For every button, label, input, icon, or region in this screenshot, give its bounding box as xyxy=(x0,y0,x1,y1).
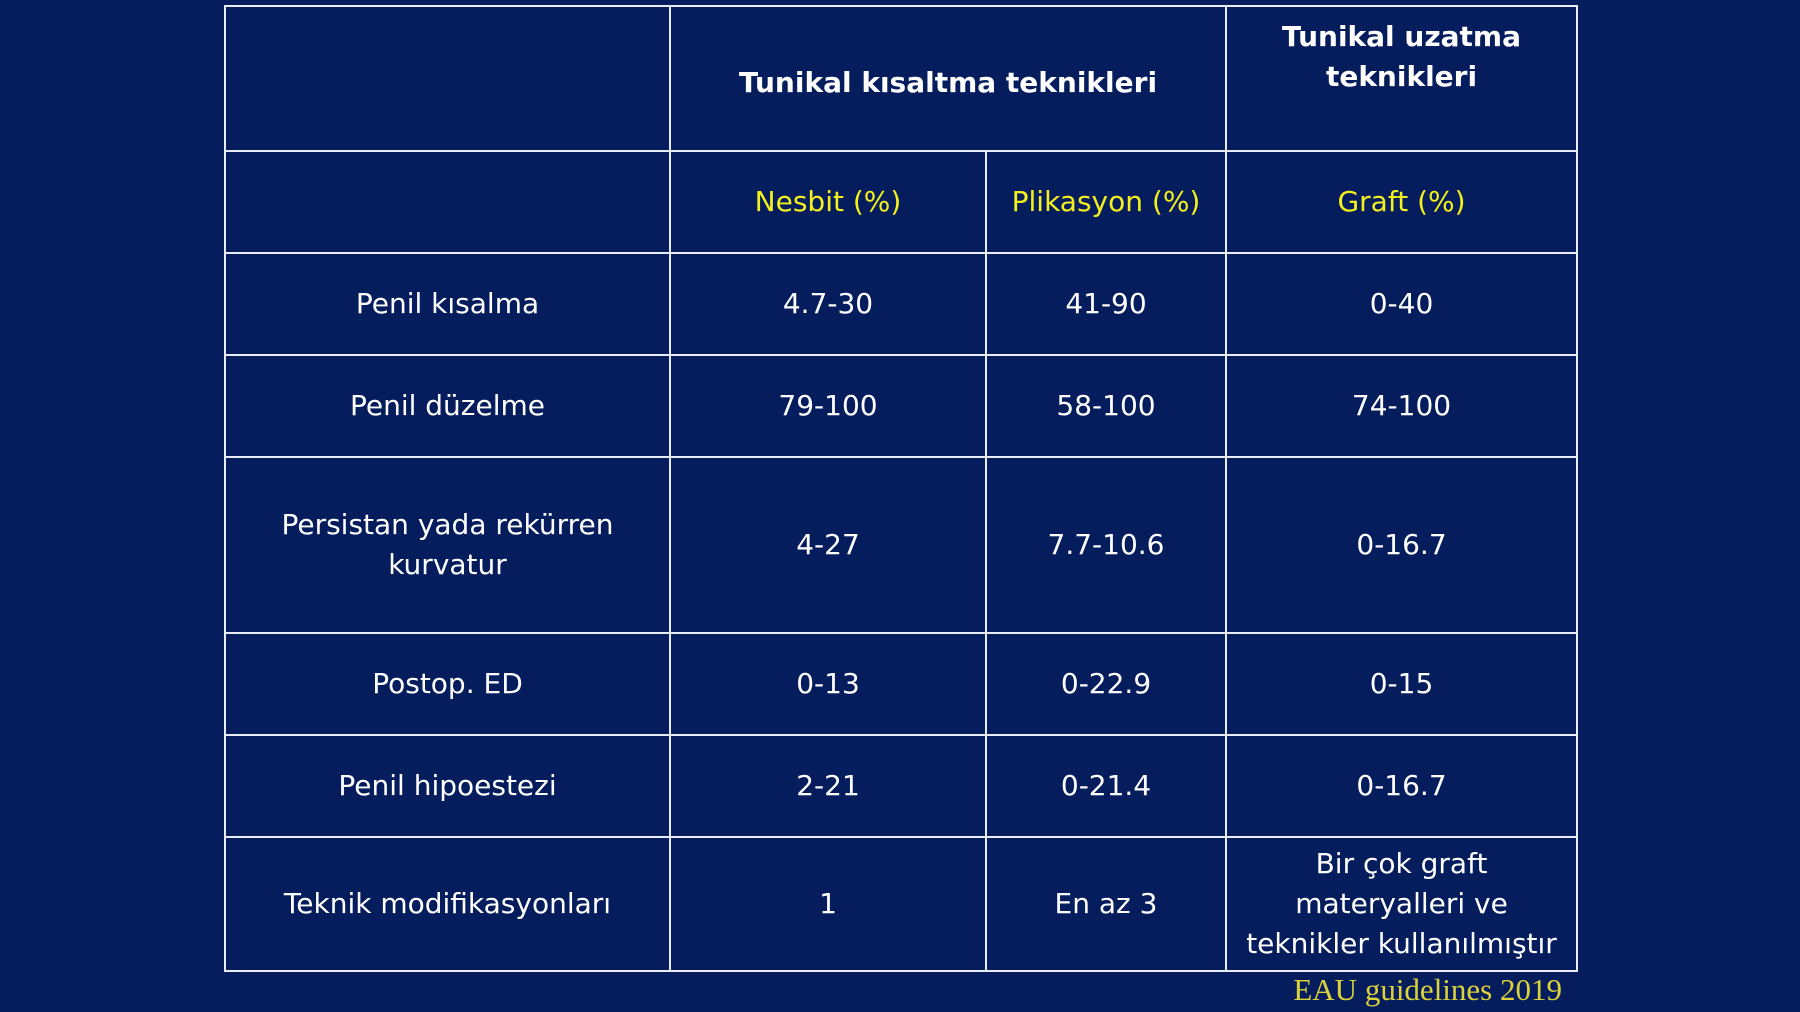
cell-plikasyon: 7.7-10.6 xyxy=(986,457,1226,633)
cell-graft: 0-40 xyxy=(1226,253,1577,355)
empty-corner-cell xyxy=(225,6,670,151)
column-header-row xyxy=(225,151,1577,253)
table-row xyxy=(225,355,1577,457)
cell-graft: Bir çok graft materyalleri ve teknikler kullanılmıştır xyxy=(1226,837,1577,971)
header-tunical-shortening: Tunikal kısaltma teknikleri xyxy=(670,6,1226,151)
cell-graft: 0-15 xyxy=(1226,633,1577,735)
cell-graft: 0-16.7 xyxy=(1226,735,1577,837)
row-label: Postop. ED xyxy=(225,633,670,735)
column-header-plikasyon: Plikasyon (%) xyxy=(986,151,1226,253)
group-header-row xyxy=(225,6,1577,151)
table-row xyxy=(225,253,1577,355)
cell-nesbit: 4.7-30 xyxy=(670,253,986,355)
cell-nesbit: 1 xyxy=(670,837,986,971)
cell-nesbit: 2-21 xyxy=(670,735,986,837)
cell-plikasyon: En az 3 xyxy=(986,837,1226,971)
cell-graft: 0-16.7 xyxy=(1226,457,1577,633)
row-label: Penil hipoestezi xyxy=(225,735,670,837)
table-row xyxy=(225,457,1577,633)
table-row xyxy=(225,837,1577,971)
header-tunical-lengthening: Tunikal uzatma teknikleri xyxy=(1226,6,1577,151)
row-label: Penil düzelme xyxy=(225,355,670,457)
cell-graft: 74-100 xyxy=(1226,355,1577,457)
cell-plikasyon: 0-21.4 xyxy=(986,735,1226,837)
cell-plikasyon: 58-100 xyxy=(986,355,1226,457)
table-row xyxy=(225,735,1577,837)
comparison-table xyxy=(224,5,1578,972)
empty-label-cell xyxy=(225,151,670,253)
cell-nesbit: 79-100 xyxy=(670,355,986,457)
cell-nesbit: 0-13 xyxy=(670,633,986,735)
source-citation: EAU guidelines 2019 xyxy=(1293,972,1562,1007)
cell-plikasyon: 41-90 xyxy=(986,253,1226,355)
cell-plikasyon: 0-22.9 xyxy=(986,633,1226,735)
row-label: Persistan yada rekürren kurvatur xyxy=(225,457,670,633)
cell-nesbit: 4-27 xyxy=(670,457,986,633)
column-header-nesbit: Nesbit (%) xyxy=(670,151,986,253)
table-row xyxy=(225,633,1577,735)
row-label: Teknik modifikasyonları xyxy=(225,837,670,971)
row-label: Penil kısalma xyxy=(225,253,670,355)
column-header-graft: Graft (%) xyxy=(1226,151,1577,253)
